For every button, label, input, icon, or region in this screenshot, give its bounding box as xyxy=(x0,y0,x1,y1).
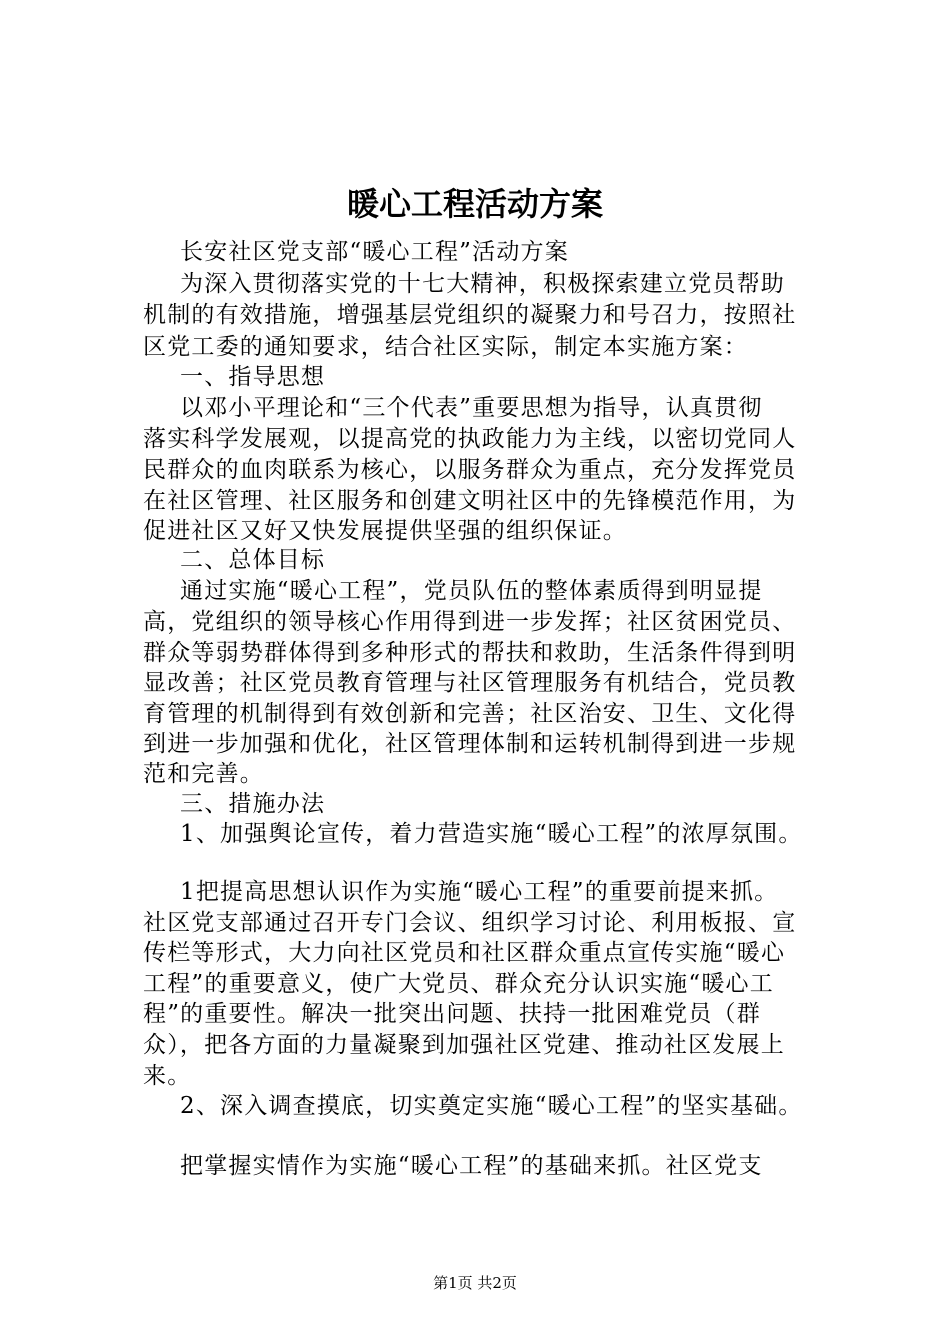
text-line: 范和完善。 xyxy=(143,761,264,787)
text-line: 2、深入调查摸底，切实奠定实施“暖心工程”的坚实基础。 xyxy=(180,1093,803,1119)
text-line: 1、加强舆论宣传，着力营造实施“暖心工程”的浓厚氛围。 xyxy=(180,821,803,847)
text-line: 育管理的机制得到有效创新和完善；社区治安、卫生、文化得 xyxy=(143,701,797,727)
text-line: 群众等弱势群体得到多种形式的帮扶和救助，生活条件得到明 xyxy=(143,640,797,666)
text-line: 区党工委的通知要求，结合社区实际，制定本实施方案： xyxy=(143,334,748,360)
text-line: 长安社区党支部“暖心工程”活动方案 xyxy=(180,239,569,265)
text-line: 传栏等形式，大力向社区党员和社区群众重点宣传实施“暖心 xyxy=(143,940,786,966)
document-title: 暖心工程活动方案 xyxy=(346,185,603,223)
text-line: 工程”的重要意义，使广大党员、群众充分认识实施“暖心工 xyxy=(143,971,774,997)
text-line: 众），把各方面的力量凝聚到加强社区党建、推动社区发展上 xyxy=(143,1032,785,1058)
section-heading: 二、总体目标 xyxy=(180,547,326,573)
text-line: 把掌握实情作为实施“暖心工程”的基础来抓。社区党支 xyxy=(180,1153,763,1179)
text-line: 民群众的血肉联系为核心，以服务群众为重点，充分发挥党员 xyxy=(143,457,797,483)
section-heading: 三、措施办法 xyxy=(180,791,326,817)
text-line: 落实科学发展观，以提高党的执政能力为主线，以密切党同人 xyxy=(143,426,797,452)
text-line: 通过实施“暖心工程”，党员队伍的整体素质得到明显提 xyxy=(180,578,763,604)
section-heading: 一、指导思想 xyxy=(180,364,326,390)
text-line: 促进社区又好又快发展提供坚强的组织保证。 xyxy=(143,518,627,544)
text-line: 机制的有效措施，增强基层党组织的凝聚力和号召力，按照社 xyxy=(143,302,797,328)
text-line: 1把提高思想认识作为实施“暖心工程”的重要前提来抓。 xyxy=(180,879,779,905)
text-line: 来。 xyxy=(143,1063,192,1089)
text-line: 社区党支部通过召开专门会议、组织学习讨论、利用板报、宣 xyxy=(143,910,797,936)
text-line: 为深入贯彻落实党的十七大精神，积极探索建立党员帮助 xyxy=(180,271,785,297)
text-line: 高，党组织的领导核心作用得到进一步发挥；社区贫困党员、 xyxy=(143,609,797,635)
text-line: 到进一步加强和优化，社区管理体制和运转机制得到进一步规 xyxy=(143,731,797,757)
text-line: 程”的重要性。解决一批突出问题、扶持一批困难党员（群 xyxy=(143,1001,761,1027)
text-line: 以邓小平理论和“三个代表”重要思想为指导，认真贯彻 xyxy=(180,395,763,421)
page-footer: 第1页 共2页 xyxy=(433,1274,517,1292)
text-line: 在社区管理、社区服务和创建文明社区中的先锋模范作用，为 xyxy=(143,488,797,514)
text-line: 显改善；社区党员教育管理与社区管理服务有机结合，党员教 xyxy=(143,670,797,696)
